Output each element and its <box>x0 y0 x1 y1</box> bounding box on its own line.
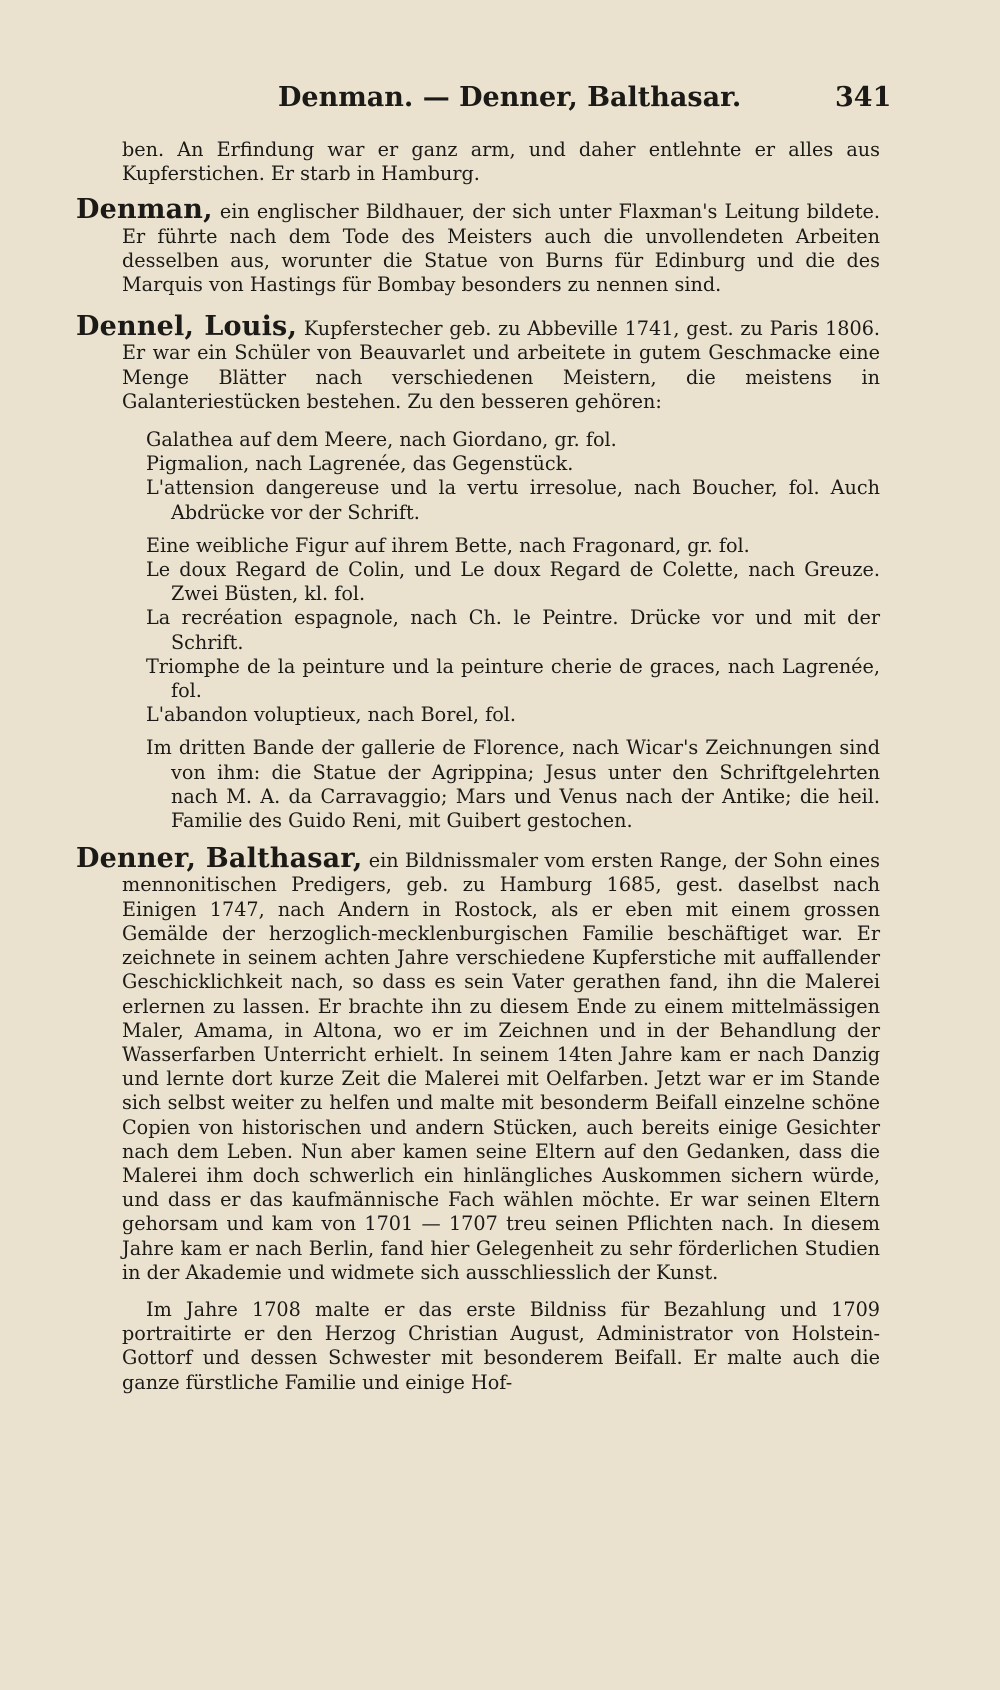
headword-denner: Denner, Balthasar, <box>76 843 363 875</box>
work-item: Im dritten Bande der gallerie de Florence, nach Wicar's Zeichnungen sind von ihm: die Statue der Agrippina; Jesus unter den Schriftgelehrten nach M. A. da Carravaggio; Mars und Venus nach der Antike; die heil. Familie des Guido Reni, mit Guibert gestochen. <box>146 736 880 833</box>
header-title: Denman. — Denner, Balthasar. <box>278 82 742 113</box>
entry-denner <box>76 843 880 1285</box>
entry-denman <box>76 194 880 297</box>
work-item: Triomphe de la peinture und la peinture cherie de graces, nach Lagrenée, fol. <box>146 654 880 703</box>
continuation-paragraph: ben. An Erfindung war er ganz arm, und daher entlehnte er alles aus Kupferstichen. Er starb in Hamburg. <box>122 138 880 186</box>
headword-denman: Denman, <box>76 194 213 226</box>
entry-denner-paragraph-2: Im Jahre 1708 malte er das erste Bildniss für Bezahlung und 1709 portraitirte er den Herzog Christian August, Administrator von Holstein-Gottorf und dessen Schwester mit besonderem Beifall. Er malte auch die ganze fürstliche Familie und einige Hof- <box>122 1297 880 1394</box>
work-item: Le doux Regard de Colin, und Le doux Regard de Colette, nach Greuze. Zwei Büsten, kl. fol. <box>146 558 880 606</box>
entry-text-denman: ein englischer Bildhauer, der sich unter Flaxman's Leitung bildete. Er führte nach dem Tode des Meisters auch die unvollendeten Arbeiten desselben aus, worunter die Statue von Burns für Edinburg und die des Marquis von Hastings für Bombay besonders zu nennen sind. <box>122 200 880 297</box>
work-item: Eine weibliche Figur auf ihrem Bette, nach Fragonard, gr. fol. <box>146 533 750 557</box>
work-item: Galathea auf dem Meere, nach Giordano, gr. fol. <box>146 428 617 452</box>
works-list <box>76 428 880 833</box>
page-body <box>76 138 880 1395</box>
work-item: L'abandon voluptieux, nach Borel, fol. <box>146 703 516 727</box>
headword-dennel: Dennel, Louis, <box>76 311 298 343</box>
entry-text-denner: ein Bildnissmaler vom ersten Range, der Sohn eines mennonitischen Predigers, geb. zu Hamburg 1685, gest. daselbst nach Einigen 1747, nach Andern in Rostock, als er eben mit einem grossen Gemälde der herzoglich-mecklenburgischen Familie beschäftiget war. Er zeichnete in seinem achten Jahre verschiedene Kupferstiche mit auffallender Geschicklichkeit nach, so dass es sein Vater gerathen fand, ihn die Malerei erlernen zu lassen. Er brachte ihn zu diesem Ende zu einem mittelmässigen Maler, Amama, in Altona, wo er im Zeichnen und in der Behandlung der Wasserfarben Unterricht erhielt. In seinem 14ten Jahre kam er nach Danzig und lernte dort kurze Zeit die Malerei mit Oelfarben. Jetzt war er im Stande sich selbst weiter zu helfen und malte mit besonderm Beifall einzelne schöne Copien von historischen und andern Stücken, auch bereits einige Gesichter nach dem Leben. Nun aber kamen seine Eltern auf den Gedanken, dass die Malerei ihm doch schwerlich ein hinlängliches Auskommen sichern würde, und dass er das kaufmännische Fach wählen möchte. Er war seinen Eltern gehorsam und kam von 1701 — 1707 treu seinen Pflichten nach. In diesem Jahre kam er nach Berlin, fand hier Gelegenheit zu sehr förderlichen Studien in der Akademie und widmete sich ausschliesslich der Kunst. <box>122 849 880 1284</box>
entry-dennel <box>76 311 880 414</box>
work-item: Pigmalion, nach Lagrenée, das Gegenstück. <box>146 452 574 476</box>
entry-text-dennel: Kupferstecher geb. zu Abbeville 1741, gest. zu Paris 1806. Er war ein Schüler von Beauvarlet und arbeitete in gutem Geschmacke eine Menge Blätter nach verschiedenen Meistern, die meistens in Galanteriestücken bestehen. Zu den besseren gehören: <box>122 317 880 413</box>
running-header <box>0 82 1000 122</box>
page-number: 341 <box>835 82 892 113</box>
work-item: L'attension dangereuse und la vertu irresolue, nach Boucher, fol. Auch Abdrücke vor der Schrift. <box>146 476 880 524</box>
work-item: La recréation espagnole, nach Ch. le Peintre. Drücke vor und mit der Schrift. <box>146 606 880 654</box>
